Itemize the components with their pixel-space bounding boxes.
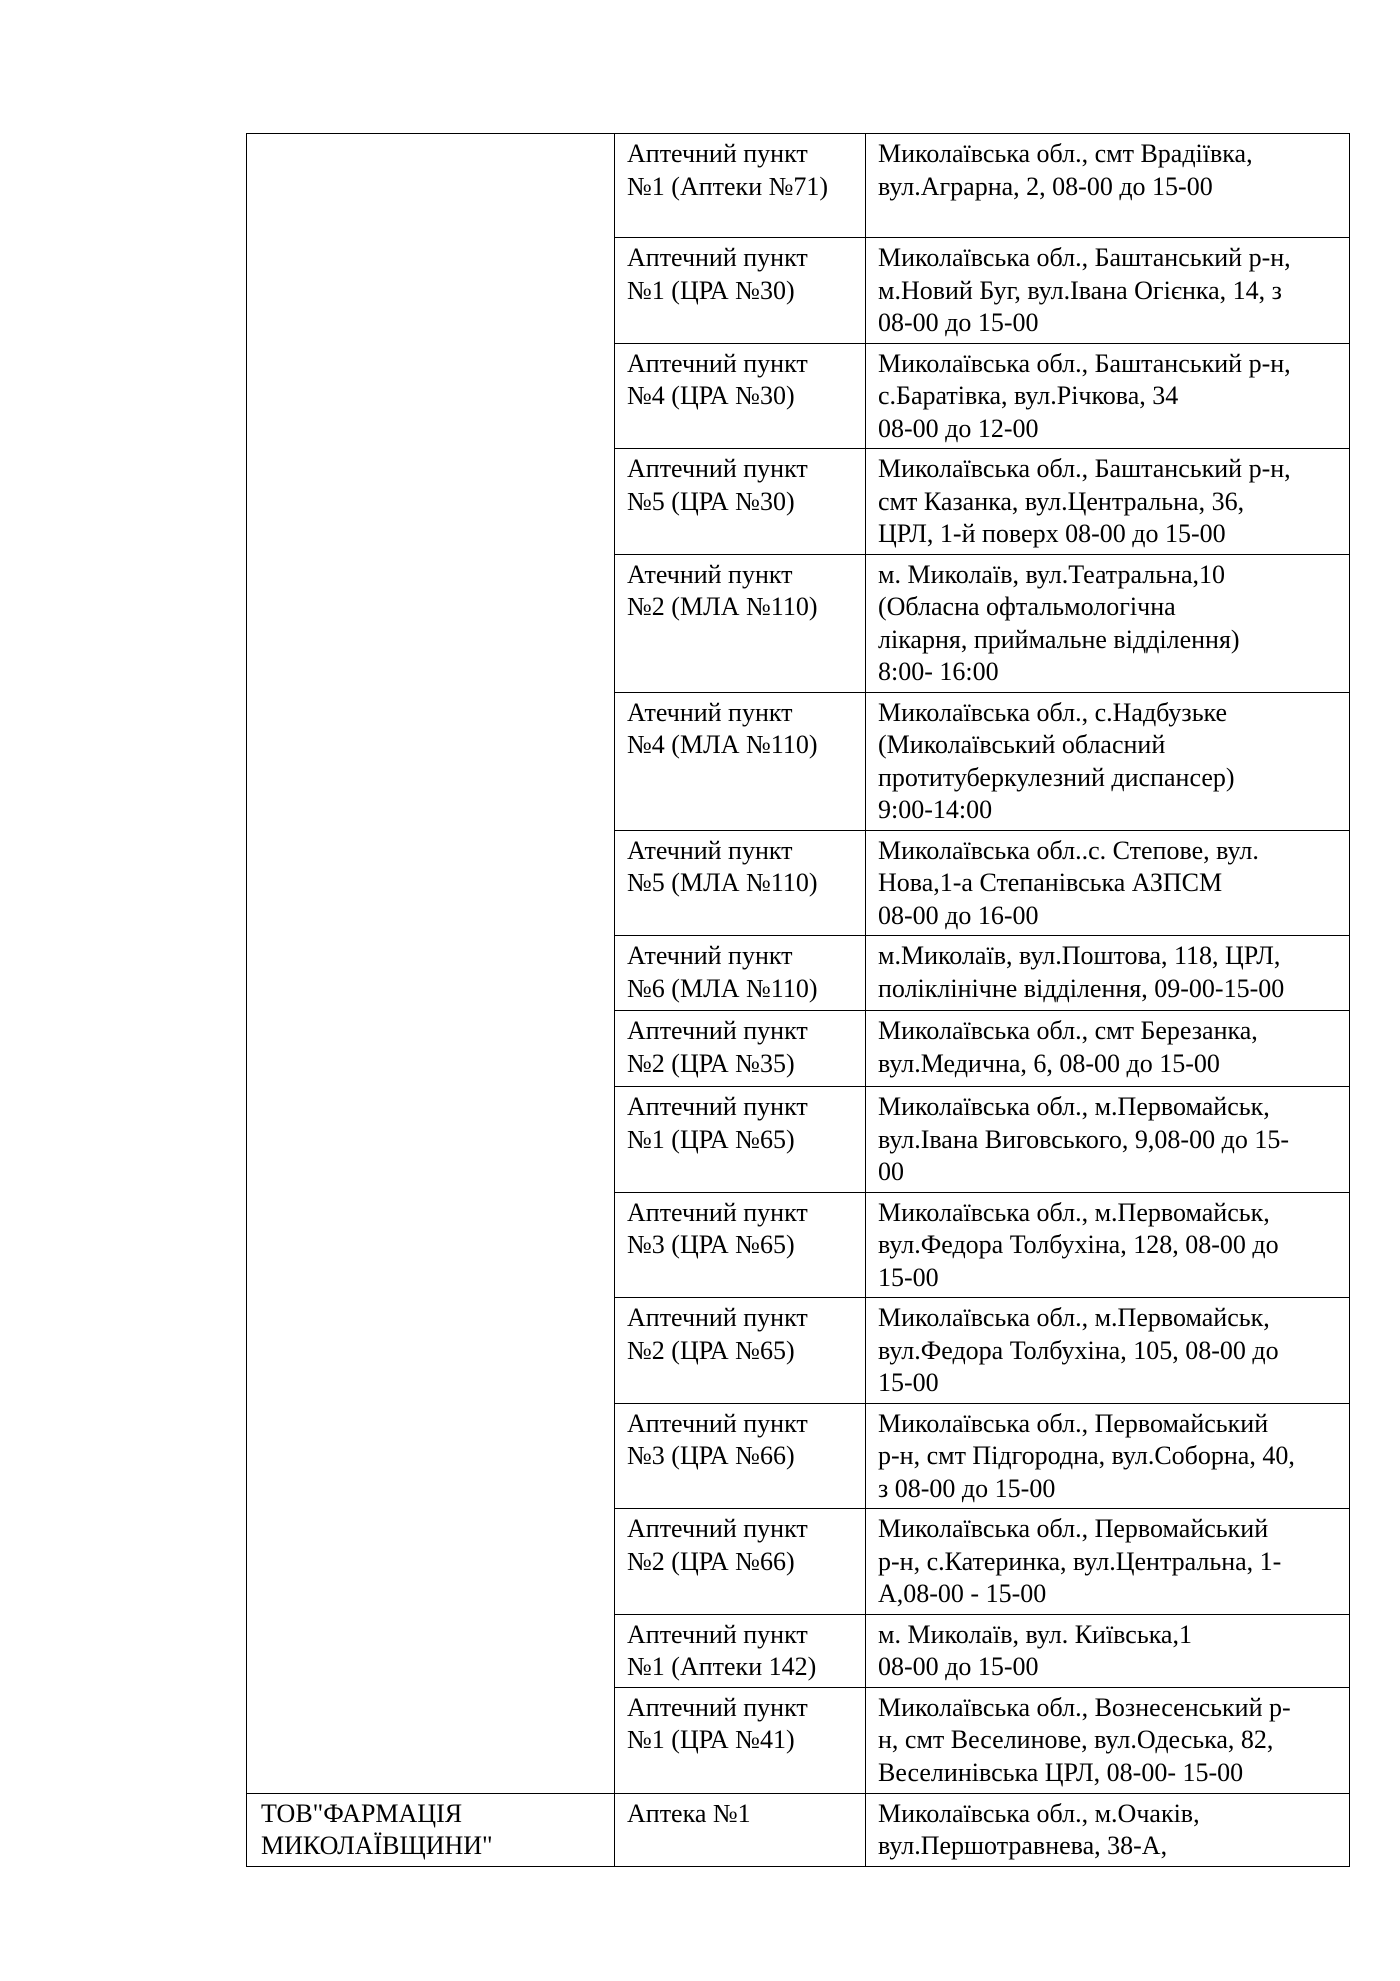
address-cell: м. Миколаїв, вул.Театральна,10 (Обласна офтальмологічна лікарня, приймальне відділення) 8:00- 16:00 [866,554,1350,692]
point-cell: Аптека №1 [615,1793,866,1866]
address-cell: Миколаївська обл., Первомайський р-н, с.Катеринка, вул.Центральна, 1- А,08-00 - 15-00 [866,1509,1350,1615]
org-cell-empty [247,134,615,1794]
address-cell: Миколаївська обл., Вознесенський р- н, смт Веселинове, вул.Одеська, 82, Веселинівська ЦРЛ, 08-00- 15-00 [866,1687,1350,1793]
address-cell: Миколаївська обл..с. Степове, вул. Нова,1-а Степанівська АЗПСМ 08-00 до 16-00 [866,830,1350,936]
point-cell: Аптечний пункт №1 (ЦРА №41) [615,1687,866,1793]
address-cell: Миколаївська обл., Баштанський р-н, м.Новий Буг, вул.Івана Огієнка, 14, з 08-00 до 15-00 [866,238,1350,344]
point-cell: Аптечний пункт №2 (ЦРА №65) [615,1298,866,1404]
pharmacy-table [246,133,1350,1867]
point-cell: Атечний пункт №2 (МЛА №110) [615,554,866,692]
point-cell: Аптечний пункт №1 (ЦРА №65) [615,1087,866,1193]
address-cell: Миколаївська обл., м.Первомайськ, вул.Федора Толбухіна, 128, 08-00 до 15-00 [866,1192,1350,1298]
table-row [247,134,1350,238]
table-body [247,134,1350,1867]
table-row [247,1793,1350,1866]
point-cell: Аптечний пункт №3 (ЦРА №65) [615,1192,866,1298]
point-cell: Аптечний пункт №1 (Аптеки №71) [615,134,866,238]
point-cell: Атечний пункт №4 (МЛА №110) [615,692,866,830]
address-cell: Миколаївська обл., Баштанський р-н, с.Баратівка, вул.Річкова, 34 08-00 до 12-00 [866,343,1350,449]
point-cell: Аптечний пункт №2 (ЦРА №66) [615,1509,866,1615]
address-cell: м.Миколаїв, вул.Поштова, 118, ЦРЛ, поліклінічне відділення, 09-00-15-00 [866,936,1350,1011]
point-cell: Атечний пункт №6 (МЛА №110) [615,936,866,1011]
org-cell: ТОВ"ФАРМАЦІЯ МИКОЛАЇВЩИНИ" [247,1793,615,1866]
point-cell: Аптечний пункт №3 (ЦРА №66) [615,1403,866,1509]
point-cell: Аптечний пункт №5 (ЦРА №30) [615,449,866,555]
point-cell: Атечний пункт №5 (МЛА №110) [615,830,866,936]
address-cell: м. Миколаїв, вул. Київська,1 08-00 до 15-00 [866,1614,1350,1687]
address-cell: Миколаївська обл., смт Врадіївка, вул.Аграрна, 2, 08-00 до 15-00 [866,134,1350,238]
address-cell: Миколаївська обл., м.Первомайськ, вул.Федора Толбухіна, 105, 08-00 до 15-00 [866,1298,1350,1404]
address-cell: Миколаївська обл., м.Первомайськ, вул.Івана Виговського, 9,08-00 до 15- 00 [866,1087,1350,1193]
address-cell: Миколаївська обл., Первомайський р-н, смт Підгородна, вул.Соборна, 40, з 08-00 до 15-00 [866,1403,1350,1509]
point-cell: Аптечний пункт №1 (Аптеки 142) [615,1614,866,1687]
address-cell: Миколаївська обл., смт Березанка, вул.Медична, 6, 08-00 до 15-00 [866,1011,1350,1087]
address-cell: Миколаївська обл., м.Очаків, вул.Першотравнева, 38-А, [866,1793,1350,1866]
address-cell: Миколаївська обл., Баштанський р-н, смт Казанка, вул.Центральна, 36, ЦРЛ, 1-й поверх 08-00 до 15-00 [866,449,1350,555]
point-cell: Аптечний пункт №4 (ЦРА №30) [615,343,866,449]
address-cell: Миколаївська обл., с.Надбузьке (Миколаївський обласний протитуберкулезний диспансер) 9:00-14:00 [866,692,1350,830]
point-cell: Аптечний пункт №2 (ЦРА №35) [615,1011,866,1087]
point-cell: Аптечний пункт №1 (ЦРА №30) [615,238,866,344]
